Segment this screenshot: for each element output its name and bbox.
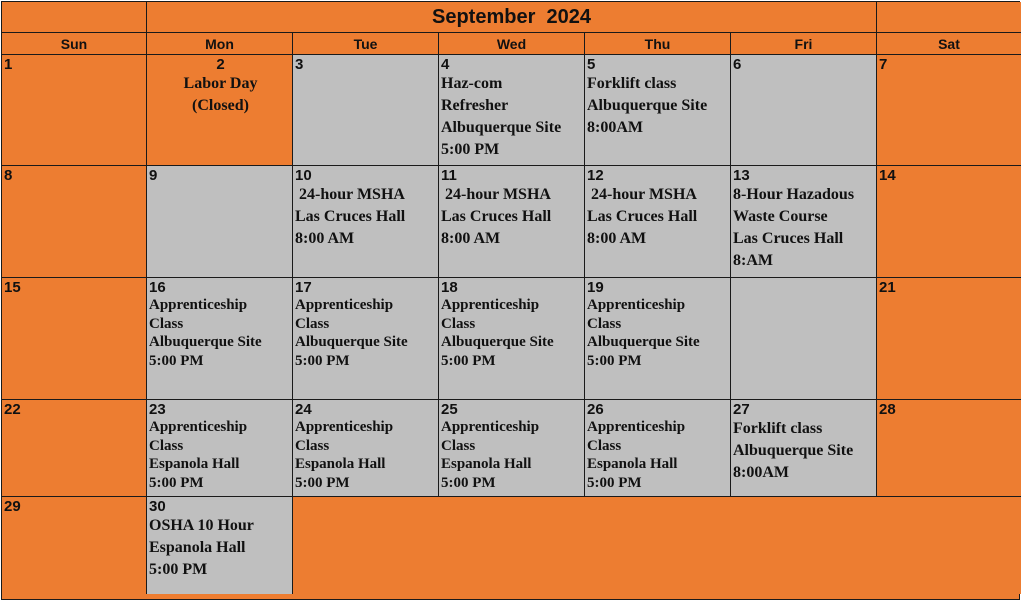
header-blank-right — [877, 2, 1021, 33]
day-cell-4 — [439, 55, 585, 166]
day-number: 9 — [149, 167, 158, 184]
event-msha — [587, 184, 730, 250]
day-cell-13 — [731, 166, 877, 278]
event-line: Forklift class — [733, 420, 823, 437]
day-cell-27 — [731, 400, 877, 497]
event-apprenticeship — [149, 296, 292, 370]
day-cell-30 — [147, 497, 293, 594]
day-cell-21 — [877, 278, 1021, 400]
day-cell-25 — [439, 400, 585, 497]
weekday-fri: Fri — [731, 33, 877, 55]
event-hazardous-waste — [733, 184, 876, 272]
event-line: Las Cruces Hall — [587, 208, 698, 225]
event-line: Class — [587, 315, 622, 332]
event-line: Apprenticeship — [295, 297, 394, 313]
event-line: 5:00 PM — [295, 352, 350, 369]
day-cell-11 — [439, 166, 585, 278]
day-number: 29 — [4, 498, 21, 515]
event-line: 24-hour MSHA — [591, 186, 697, 203]
calendar-grid — [1, 1, 1020, 600]
day-number: 5 — [587, 56, 596, 73]
event-line: (Closed) — [192, 97, 249, 114]
day-number: 27 — [733, 401, 750, 418]
day-number: 22 — [4, 401, 21, 418]
event-haz-com — [441, 73, 584, 161]
event-line: 24-hour MSHA — [445, 186, 551, 203]
event-line: Refresher — [441, 97, 509, 114]
month-title: September 2024 — [147, 2, 877, 33]
day-number: 13 — [733, 167, 750, 184]
event-apprenticeship — [587, 418, 730, 492]
event-line: 8:AM — [733, 252, 773, 269]
weekday-wed: Wed — [439, 33, 585, 55]
event-forklift — [587, 73, 730, 139]
day-cell-17 — [293, 278, 439, 400]
weekday-sat: Sat — [877, 33, 1021, 55]
day-number: 18 — [441, 279, 458, 296]
event-line: Class — [441, 437, 476, 454]
event-forklift — [733, 418, 876, 484]
event-line: Las Cruces Hall — [295, 208, 406, 225]
day-cell-19 — [585, 278, 731, 400]
day-cell-9 — [147, 166, 293, 278]
event-line: 24-hour MSHA — [299, 186, 405, 203]
event-line: 5:00 PM — [149, 561, 208, 578]
event-line: Class — [441, 315, 476, 332]
event-line: 5:00 PM — [441, 352, 496, 369]
event-line: Espanola Hall — [295, 456, 386, 472]
event-line: Apprenticeship — [587, 419, 686, 435]
event-line: 5:00 PM — [587, 474, 642, 491]
day-cell-15 — [2, 278, 147, 400]
event-line: OSHA 10 Hour — [149, 517, 254, 534]
day-cell-24 — [293, 400, 439, 497]
event-line: Espanola Hall — [441, 456, 532, 472]
day-cell-7 — [877, 55, 1021, 166]
day-cell-12 — [585, 166, 731, 278]
day-number: 19 — [587, 279, 604, 296]
event-line: 8:00AM — [733, 464, 789, 481]
day-cell-22 — [2, 400, 147, 497]
day-number: 14 — [879, 167, 896, 184]
event-line: Albuquerque Site — [733, 442, 854, 459]
event-line: 5:00 PM — [587, 352, 642, 369]
day-number: 6 — [733, 56, 742, 73]
event-line: Class — [149, 437, 184, 454]
day-cell-1 — [2, 55, 147, 166]
event-line: Albuquerque Site — [441, 119, 562, 136]
day-cell-28 — [877, 400, 1021, 497]
day-number: 11 — [441, 167, 457, 184]
day-cell-10 — [293, 166, 439, 278]
day-cell-3 — [293, 55, 439, 166]
weekday-mon: Mon — [147, 33, 293, 55]
event-apprenticeship — [295, 418, 438, 492]
event-line: Albuquerque Site — [441, 334, 554, 350]
weekday-thu: Thu — [585, 33, 731, 55]
weekday-tue: Tue — [293, 33, 439, 55]
day-cell-14 — [877, 166, 1021, 278]
day-number: 30 — [149, 498, 166, 515]
day-cell-26 — [585, 400, 731, 497]
event-line: 8-Hour Hazadous — [733, 186, 855, 203]
day-number: 25 — [441, 401, 458, 418]
event-line: Apprenticeship — [441, 419, 540, 435]
day-number: 12 — [587, 167, 604, 184]
event-line: 5:00 PM — [149, 352, 204, 369]
event-line: Waste Course — [733, 208, 828, 225]
event-line: Apprenticeship — [587, 297, 686, 313]
event-labor-day — [149, 73, 292, 117]
day-number: 26 — [587, 401, 604, 418]
day-cell-5 — [585, 55, 731, 166]
event-line: 8:00 AM — [441, 230, 501, 247]
day-cell-6 — [731, 55, 877, 166]
event-apprenticeship — [149, 418, 292, 492]
day-cell-8 — [2, 166, 147, 278]
day-cell-2 — [147, 55, 293, 166]
event-line: Apprenticeship — [149, 297, 248, 313]
event-line: 5:00 PM — [295, 474, 350, 491]
event-apprenticeship — [587, 296, 730, 370]
event-line: Albuquerque Site — [149, 334, 262, 350]
event-line: Class — [295, 315, 330, 332]
event-line: 8:00AM — [587, 119, 643, 136]
day-number: 28 — [879, 401, 896, 418]
event-line: Espanola Hall — [149, 539, 246, 556]
event-line: 5:00 PM — [149, 474, 204, 491]
event-line: Apprenticeship — [295, 419, 394, 435]
event-apprenticeship — [295, 296, 438, 370]
day-number: 3 — [295, 56, 304, 73]
day-number: 8 — [4, 167, 13, 184]
event-line: Apprenticeship — [441, 297, 540, 313]
event-line: Class — [149, 315, 184, 332]
header-blank-left — [2, 2, 147, 33]
event-line: Class — [295, 437, 330, 454]
event-msha — [295, 184, 438, 250]
event-line: Albuquerque Site — [587, 97, 708, 114]
event-line: Las Cruces Hall — [733, 230, 844, 247]
day-cell-18 — [439, 278, 585, 400]
empty-trailing-cells — [293, 497, 1021, 594]
event-apprenticeship — [441, 296, 584, 370]
event-line: Albuquerque Site — [295, 334, 408, 350]
weekday-sun: Sun — [2, 33, 147, 55]
day-number: 16 — [149, 279, 166, 296]
day-cell-29 — [2, 497, 147, 594]
event-apprenticeship — [441, 418, 584, 492]
day-number: 23 — [149, 401, 166, 418]
day-number: 7 — [879, 56, 888, 73]
day-cell-16 — [147, 278, 293, 400]
event-line: Las Cruces Hall — [441, 208, 552, 225]
event-line: 5:00 PM — [441, 141, 500, 158]
day-number: 24 — [295, 401, 312, 418]
event-osha-10 — [149, 515, 292, 581]
day-number: 15 — [4, 279, 21, 296]
event-msha — [441, 184, 584, 250]
event-line: Haz-com — [441, 75, 503, 92]
event-line: Forklift class — [587, 75, 677, 92]
day-number: 10 — [295, 167, 312, 184]
day-number: 4 — [441, 56, 450, 73]
event-line: 5:00 PM — [441, 474, 496, 491]
event-line: 8:00 AM — [295, 230, 355, 247]
day-number: 2 — [216, 56, 225, 73]
event-line: 8:00 AM — [587, 230, 647, 247]
event-line: Albuquerque Site — [587, 334, 700, 350]
day-number: 21 — [879, 279, 896, 296]
event-line: Espanola Hall — [587, 456, 678, 472]
day-cell-23 — [147, 400, 293, 497]
day-number: 1 — [4, 56, 13, 73]
event-line: Apprenticeship — [149, 419, 248, 435]
day-number: 17 — [295, 279, 312, 296]
event-line: Labor Day — [183, 75, 258, 92]
event-line: Class — [587, 437, 622, 454]
day-cell-20 — [731, 278, 877, 400]
event-line: Espanola Hall — [149, 456, 240, 472]
